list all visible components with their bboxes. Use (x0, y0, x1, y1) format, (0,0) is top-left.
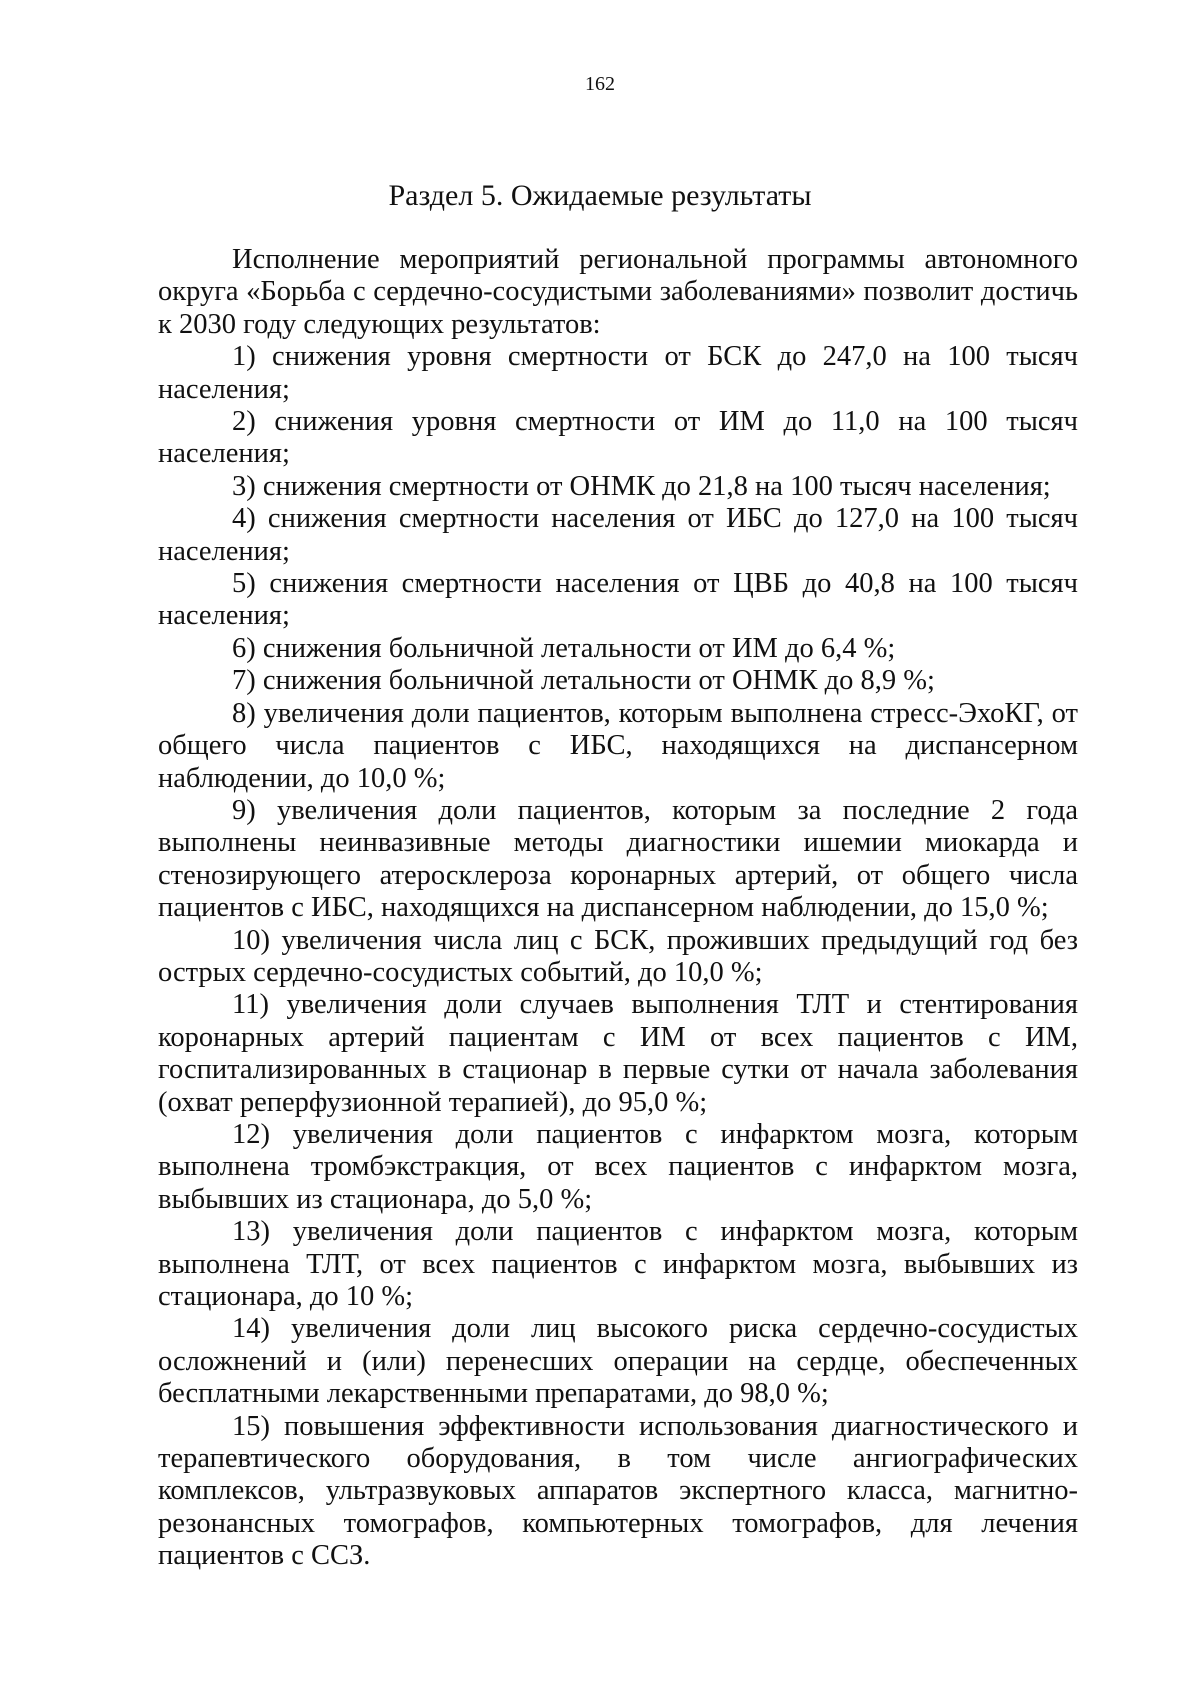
result-item-1: 1) снижения уровня смертности от БСК до 247,0 на 100 тысяч населения; (158, 341, 1078, 405)
result-item-9: 9) увеличения доли пациентов, которым за последние 2 года выполнены неинвазивные методы диагностики ишемии миокарда и стенозирующего атеросклероза коронарных артерий, от общего числа пациентов с ИБС, находящихся на диспансерном наблюдении, до 15,0 %; (158, 794, 1078, 924)
result-item-5: 5) снижения смертности населения от ЦВБ до 40,8 на 100 тысяч населения; (158, 568, 1078, 632)
result-item-15: 15) повышения эффективности использования диагностического и терапевтического оборудования, в том числе ангиографических комплексов, ультразвуковых аппаратов экспертного класса, магнитно-резонансных томографов, компьютерных томографов, для лечения пациентов с ССЗ. (158, 1410, 1078, 1572)
result-item-8: 8) увеличения доли пациентов, которым выполнена стресс-ЭхоКГ, от общего числа пациентов с ИБС, находящихся на диспансерном наблюдении, до 10,0 %; (158, 697, 1078, 794)
result-item-2: 2) снижения уровня смертности от ИМ до 11,0 на 100 тысяч населения; (158, 406, 1078, 470)
section-title: Раздел 5. Ожидаемые результаты (388, 179, 812, 212)
result-item-13: 13) увеличения доли пациентов с инфарктом мозга, которым выполнена ТЛТ, от всех пациентов с инфарктом мозга, выбывших из стационара, до 10 %; (158, 1216, 1078, 1312)
result-item-3: 3) снижения смертности от ОНМК до 21,8 на 100 тысяч населения; (232, 470, 1051, 502)
intro-paragraph: Исполнение мероприятий региональной программы автономного округа «Борьба с сердечно-сосудистыми заболеваниями» позволит достичь к 2030 году следующих результатов: (158, 244, 1078, 340)
result-item-4: 4) снижения смертности населения от ИБС до 127,0 на 100 тысяч населения; (158, 503, 1078, 567)
result-item-10: 10) увеличения числа лиц с БСК, проживших предыдущий год без острых сердечно-сосудистых событий, до 10,0 %; (158, 924, 1078, 988)
result-item-12: 12) увеличения доли пациентов с инфарктом мозга, которым выполнена тромбэкстракция, от всех пациентов с инфарктом мозга, выбывших из стационара, до 5,0 %; (158, 1118, 1078, 1215)
result-item-14: 14) увеличения доли лиц высокого риска сердечно-сосудистых осложнений и (или) перенесших операции на сердце, обеспеченных бесплатными лекарственными препаратами, до 98,0 %; (158, 1313, 1078, 1410)
result-item-11: 11) увеличения доли случаев выполнения ТЛТ и стентирования коронарных артерий пациентам с ИМ от всех пациентов с ИМ, госпитализированных в стационар в первые сутки от начала заболевания (охват реперфузионной терапией), до 95,0 %; (158, 989, 1078, 1118)
result-item-6: 6) снижения больничной летальности от ИМ до 6,4 %; (232, 632, 896, 664)
page-number: 162 (585, 73, 615, 95)
result-item-7: 7) снижения больничной летальности от ОНМК до 8,9 %; (232, 665, 935, 697)
body-text (158, 244, 1078, 1573)
